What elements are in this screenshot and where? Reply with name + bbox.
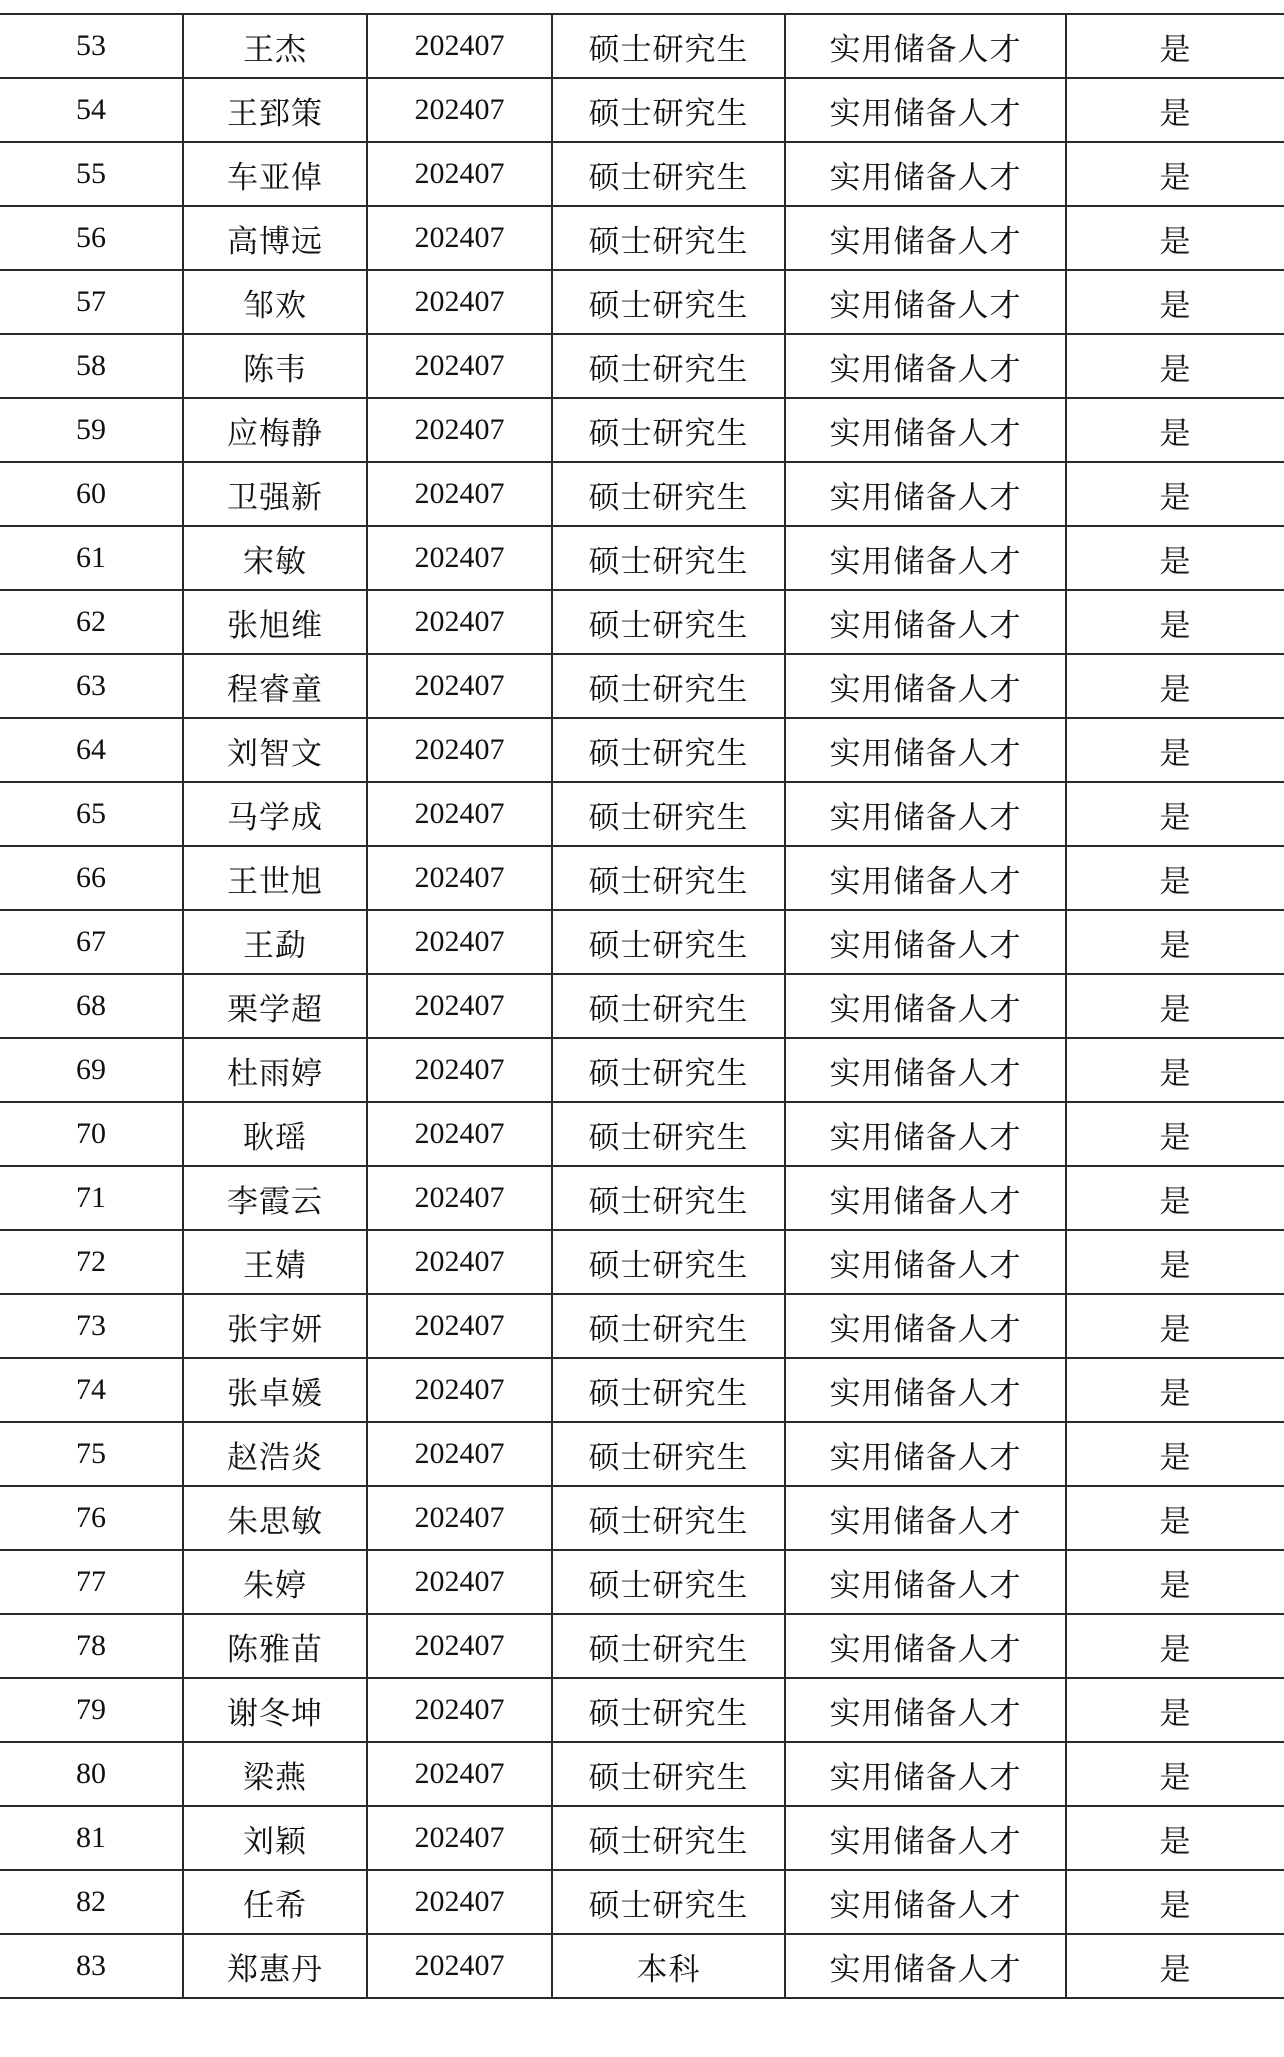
row-index-cell: 55 [0,142,183,206]
table-row [0,1550,1284,1614]
date-cell: 202407 [367,910,552,974]
row-index-cell: 65 [0,782,183,846]
table-row [0,398,1284,462]
name-cell: 任希 [183,1870,367,1934]
status-cell: 是 [1066,1038,1284,1102]
name-cell: 刘智文 [183,718,367,782]
status-cell: 是 [1066,270,1284,334]
name-cell: 张宇妍 [183,1294,367,1358]
table-row [0,1294,1284,1358]
table-row [0,14,1284,78]
row-index-cell: 61 [0,526,183,590]
date-cell: 202407 [367,1166,552,1230]
name-cell: 赵浩炎 [183,1422,367,1486]
row-index-cell: 66 [0,846,183,910]
name-cell: 谢冬坤 [183,1678,367,1742]
status-cell: 是 [1066,718,1284,782]
education-cell: 硕士研究生 [552,206,785,270]
status-cell: 是 [1066,1614,1284,1678]
table-row [0,1230,1284,1294]
name-cell: 陈韦 [183,334,367,398]
table-row [0,1870,1284,1934]
status-cell: 是 [1066,334,1284,398]
row-index-cell: 57 [0,270,183,334]
row-index-cell: 63 [0,654,183,718]
row-index-cell: 71 [0,1166,183,1230]
category-cell: 实用储备人才 [785,14,1066,78]
date-cell: 202407 [367,526,552,590]
date-cell: 202407 [367,1294,552,1358]
education-cell: 硕士研究生 [552,14,785,78]
education-cell: 硕士研究生 [552,718,785,782]
status-cell: 是 [1066,142,1284,206]
table-row [0,1614,1284,1678]
status-cell: 是 [1066,1166,1284,1230]
table-row [0,782,1284,846]
category-cell: 实用储备人才 [785,1614,1066,1678]
status-cell: 是 [1066,1934,1284,1998]
row-index-cell: 60 [0,462,183,526]
date-cell: 202407 [367,1102,552,1166]
category-cell: 实用储备人才 [785,1422,1066,1486]
category-cell: 实用储备人才 [785,1294,1066,1358]
status-cell: 是 [1066,1358,1284,1422]
status-cell: 是 [1066,1742,1284,1806]
row-index-cell: 54 [0,78,183,142]
education-cell: 硕士研究生 [552,78,785,142]
row-index-cell: 70 [0,1102,183,1166]
date-cell: 202407 [367,1038,552,1102]
status-cell: 是 [1066,1486,1284,1550]
category-cell: 实用储备人才 [785,1038,1066,1102]
category-cell: 实用储备人才 [785,1742,1066,1806]
category-cell: 实用储备人才 [785,206,1066,270]
table-row [0,1358,1284,1422]
category-cell: 实用储备人才 [785,270,1066,334]
row-index-cell: 81 [0,1806,183,1870]
education-cell: 硕士研究生 [552,1230,785,1294]
name-cell: 高博远 [183,206,367,270]
date-cell: 202407 [367,590,552,654]
education-cell: 硕士研究生 [552,974,785,1038]
education-cell: 硕士研究生 [552,1614,785,1678]
table-row [0,590,1284,654]
status-cell: 是 [1066,1678,1284,1742]
table-row [0,78,1284,142]
row-index-cell: 77 [0,1550,183,1614]
category-cell: 实用储备人才 [785,1230,1066,1294]
education-cell: 硕士研究生 [552,1294,785,1358]
category-cell: 实用储备人才 [785,590,1066,654]
category-cell: 实用储备人才 [785,1550,1066,1614]
table-row [0,462,1284,526]
date-cell: 202407 [367,1422,552,1486]
date-cell: 202407 [367,782,552,846]
education-cell: 硕士研究生 [552,1102,785,1166]
table-row [0,1102,1284,1166]
row-index-cell: 69 [0,1038,183,1102]
date-cell: 202407 [367,1870,552,1934]
category-cell: 实用储备人才 [785,526,1066,590]
category-cell: 实用储备人才 [785,1486,1066,1550]
category-cell: 实用储备人才 [785,78,1066,142]
date-cell: 202407 [367,462,552,526]
status-cell: 是 [1066,1806,1284,1870]
name-cell: 邹欢 [183,270,367,334]
date-cell: 202407 [367,1934,552,1998]
education-cell: 硕士研究生 [552,1870,785,1934]
roster-table-body [0,14,1284,1998]
education-cell: 硕士研究生 [552,1550,785,1614]
table-row [0,654,1284,718]
education-cell: 硕士研究生 [552,910,785,974]
name-cell: 梁燕 [183,1742,367,1806]
status-cell: 是 [1066,14,1284,78]
category-cell: 实用储备人才 [785,654,1066,718]
status-cell: 是 [1066,1294,1284,1358]
table-row [0,1486,1284,1550]
status-cell: 是 [1066,1102,1284,1166]
category-cell: 实用储备人才 [785,1806,1066,1870]
education-cell: 硕士研究生 [552,1422,785,1486]
table-row [0,334,1284,398]
education-cell: 硕士研究生 [552,462,785,526]
education-cell: 硕士研究生 [552,782,785,846]
status-cell: 是 [1066,974,1284,1038]
name-cell: 陈雅苗 [183,1614,367,1678]
date-cell: 202407 [367,1358,552,1422]
category-cell: 实用储备人才 [785,846,1066,910]
table-row [0,1806,1284,1870]
row-index-cell: 75 [0,1422,183,1486]
name-cell: 马学成 [183,782,367,846]
date-cell: 202407 [367,334,552,398]
table-row [0,1422,1284,1486]
name-cell: 王勐 [183,910,367,974]
row-index-cell: 73 [0,1294,183,1358]
table-row [0,270,1284,334]
date-cell: 202407 [367,14,552,78]
education-cell: 硕士研究生 [552,590,785,654]
row-index-cell: 83 [0,1934,183,1998]
status-cell: 是 [1066,206,1284,270]
education-cell: 硕士研究生 [552,526,785,590]
education-cell: 硕士研究生 [552,142,785,206]
table-row [0,1166,1284,1230]
name-cell: 朱婷 [183,1550,367,1614]
education-cell: 硕士研究生 [552,846,785,910]
category-cell: 实用储备人才 [785,334,1066,398]
table-row [0,1934,1284,1998]
name-cell: 王婧 [183,1230,367,1294]
category-cell: 实用储备人才 [785,142,1066,206]
date-cell: 202407 [367,654,552,718]
date-cell: 202407 [367,1486,552,1550]
category-cell: 实用储备人才 [785,1102,1066,1166]
category-cell: 实用储备人才 [785,1870,1066,1934]
status-cell: 是 [1066,398,1284,462]
table-row [0,846,1284,910]
education-cell: 硕士研究生 [552,1358,785,1422]
name-cell: 张旭维 [183,590,367,654]
education-cell: 本科 [552,1934,785,1998]
table-row [0,526,1284,590]
date-cell: 202407 [367,1614,552,1678]
name-cell: 王杰 [183,14,367,78]
category-cell: 实用储备人才 [785,1358,1066,1422]
row-index-cell: 76 [0,1486,183,1550]
date-cell: 202407 [367,78,552,142]
category-cell: 实用储备人才 [785,398,1066,462]
name-cell: 车亚倬 [183,142,367,206]
education-cell: 硕士研究生 [552,1678,785,1742]
row-index-cell: 62 [0,590,183,654]
name-cell: 耿瑶 [183,1102,367,1166]
row-index-cell: 72 [0,1230,183,1294]
date-cell: 202407 [367,1678,552,1742]
category-cell: 实用储备人才 [785,910,1066,974]
education-cell: 硕士研究生 [552,1486,785,1550]
date-cell: 202407 [367,1806,552,1870]
category-cell: 实用储备人才 [785,462,1066,526]
name-cell: 栗学超 [183,974,367,1038]
category-cell: 实用储备人才 [785,782,1066,846]
status-cell: 是 [1066,526,1284,590]
table-row [0,1678,1284,1742]
name-cell: 李霞云 [183,1166,367,1230]
date-cell: 202407 [367,846,552,910]
date-cell: 202407 [367,1742,552,1806]
category-cell: 实用储备人才 [785,1934,1066,1998]
status-cell: 是 [1066,846,1284,910]
name-cell: 应梅静 [183,398,367,462]
education-cell: 硕士研究生 [552,1806,785,1870]
table-row [0,718,1284,782]
education-cell: 硕士研究生 [552,1742,785,1806]
education-cell: 硕士研究生 [552,1166,785,1230]
date-cell: 202407 [367,974,552,1038]
row-index-cell: 78 [0,1614,183,1678]
date-cell: 202407 [367,142,552,206]
row-index-cell: 58 [0,334,183,398]
name-cell: 宋敏 [183,526,367,590]
status-cell: 是 [1066,590,1284,654]
name-cell: 郑惠丹 [183,1934,367,1998]
name-cell: 朱思敏 [183,1486,367,1550]
table-row [0,1742,1284,1806]
date-cell: 202407 [367,718,552,782]
date-cell: 202407 [367,1550,552,1614]
name-cell: 刘颖 [183,1806,367,1870]
status-cell: 是 [1066,78,1284,142]
table-row [0,910,1284,974]
name-cell: 张卓媛 [183,1358,367,1422]
name-cell: 程睿童 [183,654,367,718]
status-cell: 是 [1066,782,1284,846]
education-cell: 硕士研究生 [552,334,785,398]
category-cell: 实用储备人才 [785,718,1066,782]
table-row [0,974,1284,1038]
row-index-cell: 74 [0,1358,183,1422]
name-cell: 王郅策 [183,78,367,142]
name-cell: 王世旭 [183,846,367,910]
table-row [0,1038,1284,1102]
education-cell: 硕士研究生 [552,270,785,334]
row-index-cell: 59 [0,398,183,462]
status-cell: 是 [1066,910,1284,974]
row-index-cell: 53 [0,14,183,78]
category-cell: 实用储备人才 [785,1166,1066,1230]
category-cell: 实用储备人才 [785,974,1066,1038]
education-cell: 硕士研究生 [552,654,785,718]
date-cell: 202407 [367,270,552,334]
name-cell: 卫强新 [183,462,367,526]
name-cell: 杜雨婷 [183,1038,367,1102]
date-cell: 202407 [367,398,552,462]
row-index-cell: 82 [0,1870,183,1934]
education-cell: 硕士研究生 [552,398,785,462]
status-cell: 是 [1066,1870,1284,1934]
row-index-cell: 56 [0,206,183,270]
status-cell: 是 [1066,1550,1284,1614]
status-cell: 是 [1066,1230,1284,1294]
education-cell: 硕士研究生 [552,1038,785,1102]
row-index-cell: 68 [0,974,183,1038]
status-cell: 是 [1066,462,1284,526]
category-cell: 实用储备人才 [785,1678,1066,1742]
status-cell: 是 [1066,654,1284,718]
date-cell: 202407 [367,1230,552,1294]
row-index-cell: 67 [0,910,183,974]
roster-table [0,13,1284,1999]
row-index-cell: 64 [0,718,183,782]
table-row [0,206,1284,270]
status-cell: 是 [1066,1422,1284,1486]
table-row [0,142,1284,206]
row-index-cell: 80 [0,1742,183,1806]
row-index-cell: 79 [0,1678,183,1742]
date-cell: 202407 [367,206,552,270]
